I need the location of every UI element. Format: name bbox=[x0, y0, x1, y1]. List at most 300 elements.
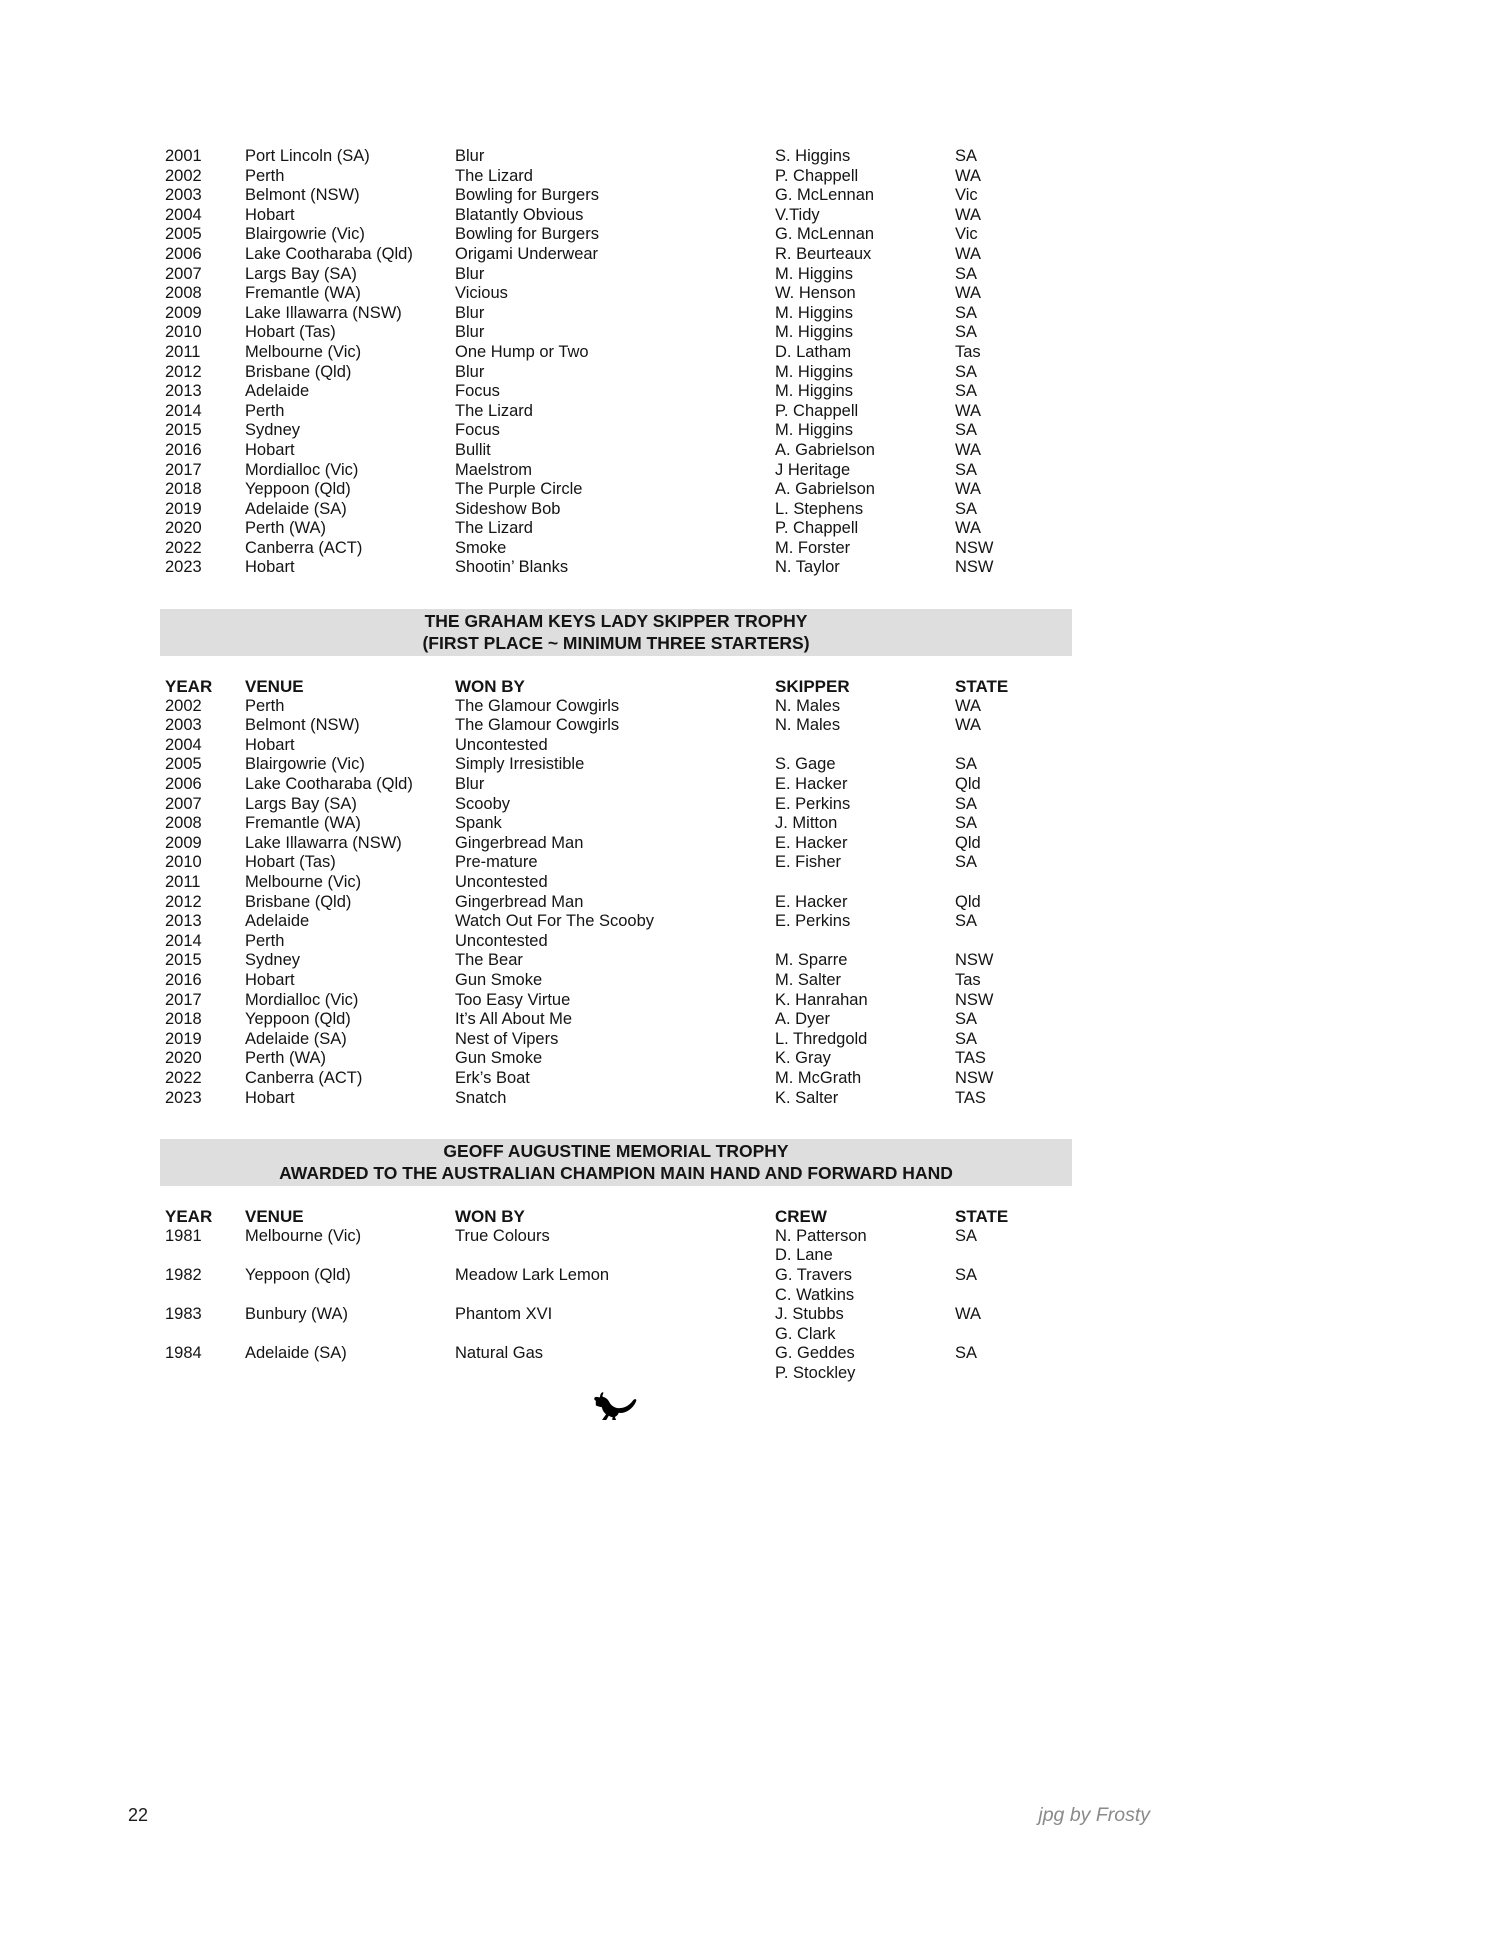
cell-year: 1982 bbox=[165, 1265, 202, 1284]
cell-year: 2022 bbox=[165, 538, 202, 557]
column-header-venue: VENUE bbox=[245, 677, 304, 697]
cell-state: SA bbox=[955, 421, 978, 440]
cell-state: WA bbox=[955, 205, 981, 224]
table-row bbox=[165, 1305, 1077, 1344]
cell-venue: Fremantle (WA) bbox=[245, 814, 361, 833]
cell-skipper: A. Gabrielson bbox=[775, 440, 875, 459]
cell-year: 2016 bbox=[165, 440, 202, 459]
cell-state: Vic bbox=[955, 225, 978, 244]
cell-skipper: M. Sparre bbox=[775, 951, 848, 970]
cell-year: 2009 bbox=[165, 303, 202, 322]
cell-venue: Melbourne (Vic) bbox=[245, 342, 362, 361]
cell-venue: Hobart bbox=[245, 205, 295, 224]
cell-venue: Adelaide (SA) bbox=[245, 1029, 347, 1048]
cell-year: 2014 bbox=[165, 931, 202, 950]
table-row bbox=[165, 1266, 1077, 1305]
cell-state: SA bbox=[955, 1010, 978, 1029]
cell-venue: Hobart bbox=[245, 558, 295, 577]
cell-skipper: E. Hacker bbox=[775, 892, 848, 911]
cell-won-by: Bullit bbox=[455, 440, 491, 459]
cell-skipper: M. Higgins bbox=[775, 264, 853, 283]
cell-state: SA bbox=[955, 303, 978, 322]
table-row bbox=[165, 558, 1077, 578]
table-row bbox=[165, 971, 1077, 991]
column-header-year: YEAR bbox=[165, 1207, 213, 1227]
table-row bbox=[165, 873, 1077, 893]
table-row bbox=[165, 853, 1077, 873]
cell-won-by: Blur bbox=[455, 303, 485, 322]
cell-state: WA bbox=[955, 716, 981, 735]
cell-state bbox=[955, 932, 1077, 952]
cell-skipper bbox=[775, 873, 955, 893]
cell-state: SA bbox=[955, 853, 978, 872]
cell-skipper: E. Hacker bbox=[775, 775, 848, 794]
table-row bbox=[165, 932, 1077, 952]
cell-venue: Perth bbox=[245, 696, 285, 715]
column-header-state: STATE bbox=[955, 1207, 1009, 1227]
cell-venue: Mordialloc (Vic) bbox=[245, 460, 359, 479]
cell-venue: Hobart bbox=[245, 970, 295, 989]
cell-skipper: M. Higgins bbox=[775, 303, 853, 322]
cell-year: 2010 bbox=[165, 323, 202, 342]
table-row bbox=[165, 539, 1077, 559]
cell-won-by: Uncontested bbox=[455, 873, 548, 891]
cell-won-by: Blur bbox=[455, 323, 485, 342]
cell-venue: Perth (WA) bbox=[245, 519, 326, 538]
cell-venue: Canberra (ACT) bbox=[245, 1068, 363, 1087]
cell-won-by: Blatantly Obvious bbox=[455, 205, 584, 224]
cell-year: 2006 bbox=[165, 244, 202, 263]
table-row bbox=[165, 363, 1077, 383]
table-row bbox=[165, 697, 1077, 717]
lady-skipper-body bbox=[165, 697, 1077, 1108]
page-content bbox=[165, 147, 1077, 1425]
column-header-won-by: WON BY bbox=[455, 1207, 525, 1227]
table-row bbox=[165, 480, 1077, 500]
cell-state bbox=[955, 736, 1077, 756]
cell-venue: Yeppoon (Qld) bbox=[245, 480, 351, 499]
table-row bbox=[165, 402, 1077, 422]
cell-year: 2017 bbox=[165, 990, 202, 1009]
table-row bbox=[165, 1227, 1077, 1266]
cell-state: SA bbox=[955, 1265, 978, 1284]
cell-venue: Hobart (Tas) bbox=[245, 853, 336, 872]
memorial-body bbox=[165, 1227, 1077, 1384]
cell-skipper: P. Chappell bbox=[775, 401, 859, 420]
cell-year: 2005 bbox=[165, 755, 202, 774]
cell-state: SA bbox=[955, 1226, 978, 1245]
cell-state: NSW bbox=[955, 1068, 994, 1087]
cell-year: 1984 bbox=[165, 1344, 202, 1363]
cell-won-by: Watch Out For The Scooby bbox=[455, 912, 654, 931]
cell-skipper: P. Chappell bbox=[775, 519, 859, 538]
table-row bbox=[165, 775, 1077, 795]
cell-state: NSW bbox=[955, 538, 994, 557]
cell-skipper: G. McLennan bbox=[775, 225, 875, 244]
cell-year: 2008 bbox=[165, 284, 202, 303]
cell-state: SA bbox=[955, 814, 978, 833]
cell-state: WA bbox=[955, 480, 981, 499]
table-row bbox=[165, 893, 1077, 913]
cell-skipper: N. Males bbox=[775, 716, 841, 735]
column-header-year: YEAR bbox=[165, 677, 213, 697]
cell-year: 2012 bbox=[165, 362, 202, 381]
cell-year: 2019 bbox=[165, 499, 202, 518]
cell-year: 2005 bbox=[165, 225, 202, 244]
cell-won-by: Blur bbox=[455, 147, 485, 165]
cell-state: SA bbox=[955, 912, 978, 931]
cell-year: 2011 bbox=[165, 342, 201, 361]
section-subtitle: AWARDED TO THE AUSTRALIAN CHAMPION MAIN HAND AND FORWARD HAND bbox=[279, 1163, 953, 1184]
cell-skipper: E. Perkins bbox=[775, 912, 851, 931]
cell-state: Tas bbox=[955, 970, 981, 989]
cell-won-by: Meadow Lark Lemon bbox=[455, 1265, 610, 1284]
cell-year: 2022 bbox=[165, 1068, 202, 1087]
cell-crew: J. Stubbs G. Clark bbox=[775, 1305, 844, 1343]
cell-venue: Belmont (NSW) bbox=[245, 716, 360, 735]
cell-skipper: E. Hacker bbox=[775, 833, 848, 852]
column-header-skipper: SKIPPER bbox=[775, 677, 850, 697]
cell-state: TAS bbox=[955, 1049, 986, 1068]
cell-year: 2014 bbox=[165, 401, 202, 420]
cell-won-by: Scooby bbox=[455, 794, 511, 813]
cell-venue: Sydney bbox=[245, 421, 301, 440]
column-header-state: STATE bbox=[955, 677, 1009, 697]
table-row bbox=[165, 991, 1077, 1011]
table-row bbox=[165, 1049, 1077, 1069]
cell-skipper: S. Gage bbox=[775, 755, 836, 774]
cell-skipper: D. Latham bbox=[775, 342, 852, 361]
table-row bbox=[165, 795, 1077, 815]
table-row bbox=[165, 323, 1077, 343]
cell-venue: Lake Illawarra (NSW) bbox=[245, 303, 402, 322]
table-row bbox=[165, 147, 1077, 167]
cell-state: SA bbox=[955, 323, 978, 342]
cell-state: WA bbox=[955, 1305, 981, 1324]
cell-venue: Adelaide bbox=[245, 382, 310, 401]
cell-won-by: Too Easy Virtue bbox=[455, 990, 571, 1009]
cell-venue: Hobart bbox=[245, 735, 295, 754]
cell-state: TAS bbox=[955, 1088, 986, 1107]
table-row bbox=[165, 500, 1077, 520]
cell-won-by: Maelstrom bbox=[455, 460, 533, 479]
cell-won-by: The Bear bbox=[455, 951, 523, 970]
cell-state: WA bbox=[955, 166, 981, 185]
cell-venue: Hobart bbox=[245, 1088, 295, 1107]
table-row bbox=[165, 304, 1077, 324]
cell-year: 2013 bbox=[165, 912, 202, 931]
cell-venue: Bunbury (WA) bbox=[245, 1305, 348, 1324]
cell-won-by: Gingerbread Man bbox=[455, 833, 584, 852]
cell-venue: Largs Bay (SA) bbox=[245, 794, 357, 813]
cell-state: SA bbox=[955, 794, 978, 813]
cell-year: 2001 bbox=[165, 147, 202, 165]
cell-year: 2007 bbox=[165, 794, 202, 813]
table-row bbox=[165, 186, 1077, 206]
cell-venue: Lake Cootharaba (Qld) bbox=[245, 775, 413, 794]
table-row bbox=[165, 716, 1077, 736]
cell-skipper: E. Perkins bbox=[775, 794, 851, 813]
cell-won-by: Blur bbox=[455, 264, 485, 283]
cell-won-by: Gingerbread Man bbox=[455, 892, 584, 911]
cell-won-by: Natural Gas bbox=[455, 1344, 544, 1363]
cell-won-by: Smoke bbox=[455, 538, 507, 557]
cell-skipper: M. McGrath bbox=[775, 1068, 862, 1087]
cell-venue: Perth bbox=[245, 931, 285, 950]
table-row bbox=[165, 284, 1077, 304]
cell-year: 2010 bbox=[165, 853, 202, 872]
cell-won-by: Simply Irresistible bbox=[455, 755, 585, 774]
section-subtitle: (FIRST PLACE ~ MINIMUM THREE STARTERS) bbox=[422, 633, 810, 654]
cell-won-by: Phantom XVI bbox=[455, 1305, 553, 1324]
cell-skipper: N. Males bbox=[775, 696, 841, 715]
cell-state: SA bbox=[955, 460, 978, 479]
cell-state: SA bbox=[955, 382, 978, 401]
table-row bbox=[165, 1069, 1077, 1089]
table-row bbox=[165, 755, 1077, 775]
cell-venue: Brisbane (Qld) bbox=[245, 892, 352, 911]
cell-state: WA bbox=[955, 696, 981, 715]
cell-year: 2020 bbox=[165, 519, 202, 538]
lady-skipper-table bbox=[165, 677, 1077, 1108]
cell-won-by: Spank bbox=[455, 814, 502, 833]
cell-year: 2020 bbox=[165, 1049, 202, 1068]
table-row bbox=[165, 167, 1077, 187]
cell-state: Qld bbox=[955, 833, 981, 852]
cell-state: SA bbox=[955, 499, 978, 518]
cell-won-by: The Purple Circle bbox=[455, 480, 583, 499]
cell-won-by: Blur bbox=[455, 775, 485, 794]
cell-year: 2002 bbox=[165, 166, 202, 185]
cell-skipper: K. Hanrahan bbox=[775, 990, 868, 1009]
cell-year: 2006 bbox=[165, 775, 202, 794]
table-row bbox=[165, 519, 1077, 539]
table-row bbox=[165, 382, 1077, 402]
cell-venue: Mordialloc (Vic) bbox=[245, 990, 359, 1009]
cell-skipper: W. Henson bbox=[775, 284, 856, 303]
table-header-row bbox=[165, 1207, 1077, 1227]
cell-venue: Brisbane (Qld) bbox=[245, 362, 352, 381]
column-header-venue: VENUE bbox=[245, 1207, 304, 1227]
table-row bbox=[165, 441, 1077, 461]
cell-state: SA bbox=[955, 1344, 978, 1363]
cell-year: 2015 bbox=[165, 421, 202, 440]
cell-state: WA bbox=[955, 440, 981, 459]
cell-year: 2009 bbox=[165, 833, 202, 852]
cell-won-by: The Lizard bbox=[455, 166, 533, 185]
cell-won-by: Pre-mature bbox=[455, 853, 538, 872]
cell-venue: Adelaide bbox=[245, 912, 310, 931]
kangaroo-icon bbox=[165, 1386, 1077, 1425]
cell-won-by: Bowling for Burgers bbox=[455, 186, 599, 205]
cell-year: 2023 bbox=[165, 1088, 202, 1107]
cell-won-by: The Lizard bbox=[455, 519, 533, 538]
cell-skipper: L. Thredgold bbox=[775, 1029, 868, 1048]
cell-state: SA bbox=[955, 1029, 978, 1048]
cell-venue: Melbourne (Vic) bbox=[245, 1226, 362, 1245]
cell-year: 2023 bbox=[165, 558, 202, 577]
cell-skipper: P. Chappell bbox=[775, 166, 859, 185]
cell-year: 2017 bbox=[165, 460, 202, 479]
cell-state: WA bbox=[955, 284, 981, 303]
table-row bbox=[165, 206, 1077, 226]
cell-state bbox=[955, 873, 1077, 893]
cell-year: 1983 bbox=[165, 1305, 202, 1324]
cell-state: WA bbox=[955, 401, 981, 420]
cell-skipper: K. Salter bbox=[775, 1088, 839, 1107]
cell-year: 2018 bbox=[165, 480, 202, 499]
cell-state: NSW bbox=[955, 951, 994, 970]
cell-venue: Sydney bbox=[245, 951, 301, 970]
cell-venue: Port Lincoln (SA) bbox=[245, 147, 370, 165]
cell-venue: Largs Bay (SA) bbox=[245, 264, 357, 283]
cell-venue: Lake Cootharaba (Qld) bbox=[245, 244, 413, 263]
cell-state: SA bbox=[955, 147, 978, 165]
cell-crew: N. Patterson D. Lane bbox=[775, 1226, 867, 1265]
cell-year: 2011 bbox=[165, 873, 201, 891]
cell-skipper: M. Higgins bbox=[775, 421, 853, 440]
memorial-section-header bbox=[160, 1139, 1072, 1186]
cell-crew: G. Geddes P. Stockley bbox=[775, 1344, 856, 1382]
page-number: 22 bbox=[128, 1805, 149, 1825]
cell-won-by: Focus bbox=[455, 382, 500, 401]
cell-won-by: Snatch bbox=[455, 1088, 507, 1107]
cell-skipper: R. Beurteaux bbox=[775, 244, 872, 263]
cell-won-by: Origami Underwear bbox=[455, 244, 599, 263]
table-row bbox=[165, 421, 1077, 441]
cell-skipper: G. McLennan bbox=[775, 186, 875, 205]
cell-venue: Blairgowrie (Vic) bbox=[245, 755, 365, 774]
cell-skipper: M. Higgins bbox=[775, 362, 853, 381]
cell-skipper: A. Dyer bbox=[775, 1010, 831, 1029]
cell-skipper: E. Fisher bbox=[775, 853, 842, 872]
cell-won-by: Uncontested bbox=[455, 931, 548, 950]
cell-won-by: Shootin’ Blanks bbox=[455, 558, 569, 577]
cell-won-by: It’s All About Me bbox=[455, 1010, 573, 1029]
cell-skipper bbox=[775, 932, 955, 952]
cell-won-by: Gun Smoke bbox=[455, 1049, 543, 1068]
table-row bbox=[165, 245, 1077, 265]
cell-venue: Yeppoon (Qld) bbox=[245, 1010, 351, 1029]
credit-text: jpg by Frosty bbox=[1038, 1804, 1150, 1826]
cell-skipper: N. Taylor bbox=[775, 558, 840, 577]
cell-won-by: The Glamour Cowgirls bbox=[455, 696, 620, 715]
cell-state: SA bbox=[955, 362, 978, 381]
cell-skipper: K. Gray bbox=[775, 1049, 831, 1068]
cell-won-by: Nest of Vipers bbox=[455, 1029, 559, 1048]
cell-skipper: J. Mitton bbox=[775, 814, 838, 833]
cell-skipper: J Heritage bbox=[775, 460, 851, 479]
cell-year: 1981 bbox=[165, 1226, 202, 1245]
cell-state: Qld bbox=[955, 892, 981, 911]
cell-won-by: The Lizard bbox=[455, 401, 533, 420]
cell-skipper: M. Salter bbox=[775, 970, 842, 989]
cell-skipper: M. Higgins bbox=[775, 323, 853, 342]
cell-venue: Fremantle (WA) bbox=[245, 284, 361, 303]
cell-skipper: V.Tidy bbox=[775, 205, 820, 224]
cell-skipper: L. Stephens bbox=[775, 499, 864, 518]
table-row bbox=[165, 1010, 1077, 1030]
section-title: GEOFF AUGUSTINE MEMORIAL TROPHY bbox=[443, 1141, 789, 1162]
table-row bbox=[165, 1030, 1077, 1050]
cell-won-by: True Colours bbox=[455, 1226, 550, 1245]
cell-skipper: S. Higgins bbox=[775, 147, 851, 165]
cell-won-by: The Glamour Cowgirls bbox=[455, 716, 620, 735]
cell-year: 2016 bbox=[165, 970, 202, 989]
cell-venue: Melbourne (Vic) bbox=[245, 873, 362, 891]
cell-year: 2002 bbox=[165, 696, 202, 715]
table-row bbox=[165, 814, 1077, 834]
table-row bbox=[165, 1089, 1077, 1109]
column-header-crew: CREW bbox=[775, 1207, 827, 1227]
section-title: THE GRAHAM KEYS LADY SKIPPER TROPHY bbox=[424, 611, 808, 632]
cell-won-by: Uncontested bbox=[455, 735, 548, 754]
table-row bbox=[165, 1344, 1077, 1383]
cell-year: 2004 bbox=[165, 205, 202, 224]
cell-state: SA bbox=[955, 264, 978, 283]
cell-won-by: Bowling for Burgers bbox=[455, 225, 599, 244]
cell-skipper: M. Forster bbox=[775, 538, 851, 557]
table-row bbox=[165, 834, 1077, 854]
cell-venue: Yeppoon (Qld) bbox=[245, 1265, 351, 1284]
cell-venue: Hobart bbox=[245, 440, 295, 459]
cell-year: 2015 bbox=[165, 951, 202, 970]
continued-results-table bbox=[165, 147, 1077, 578]
cell-venue: Adelaide (SA) bbox=[245, 1344, 347, 1363]
page-footer bbox=[128, 1804, 1150, 1827]
cell-year: 2008 bbox=[165, 814, 202, 833]
cell-won-by: One Hump or Two bbox=[455, 342, 589, 361]
cell-year: 2012 bbox=[165, 892, 202, 911]
column-header-won-by: WON BY bbox=[455, 677, 525, 697]
table-row bbox=[165, 461, 1077, 481]
cell-venue: Perth bbox=[245, 166, 285, 185]
cell-year: 2007 bbox=[165, 264, 202, 283]
cell-venue: Canberra (ACT) bbox=[245, 538, 363, 557]
cell-year: 2013 bbox=[165, 382, 202, 401]
cell-year: 2003 bbox=[165, 186, 202, 205]
table-header-row bbox=[165, 677, 1077, 697]
table-row bbox=[165, 951, 1077, 971]
table-row bbox=[165, 736, 1077, 756]
cell-skipper: M. Higgins bbox=[775, 382, 853, 401]
cell-state: NSW bbox=[955, 558, 994, 577]
cell-venue: Hobart (Tas) bbox=[245, 323, 336, 342]
cell-won-by: Sideshow Bob bbox=[455, 499, 561, 518]
cell-venue: Perth (WA) bbox=[245, 1049, 326, 1068]
continued-results-body bbox=[165, 147, 1077, 578]
table-row bbox=[165, 265, 1077, 285]
table-row bbox=[165, 343, 1077, 363]
cell-year: 2018 bbox=[165, 1010, 202, 1029]
memorial-table bbox=[165, 1207, 1077, 1383]
cell-year: 2019 bbox=[165, 1029, 202, 1048]
cell-state: WA bbox=[955, 519, 981, 538]
cell-won-by: Vicious bbox=[455, 284, 508, 303]
cell-skipper: A. Gabrielson bbox=[775, 480, 875, 499]
cell-state: Qld bbox=[955, 775, 981, 794]
cell-state: WA bbox=[955, 244, 981, 263]
cell-won-by: Gun Smoke bbox=[455, 970, 543, 989]
cell-venue: Adelaide (SA) bbox=[245, 499, 347, 518]
cell-state: Tas bbox=[955, 342, 981, 361]
cell-won-by: Focus bbox=[455, 421, 500, 440]
cell-state: Vic bbox=[955, 186, 978, 205]
cell-venue: Belmont (NSW) bbox=[245, 186, 360, 205]
cell-venue: Perth bbox=[245, 401, 285, 420]
cell-venue: Blairgowrie (Vic) bbox=[245, 225, 365, 244]
cell-year: 2003 bbox=[165, 716, 202, 735]
